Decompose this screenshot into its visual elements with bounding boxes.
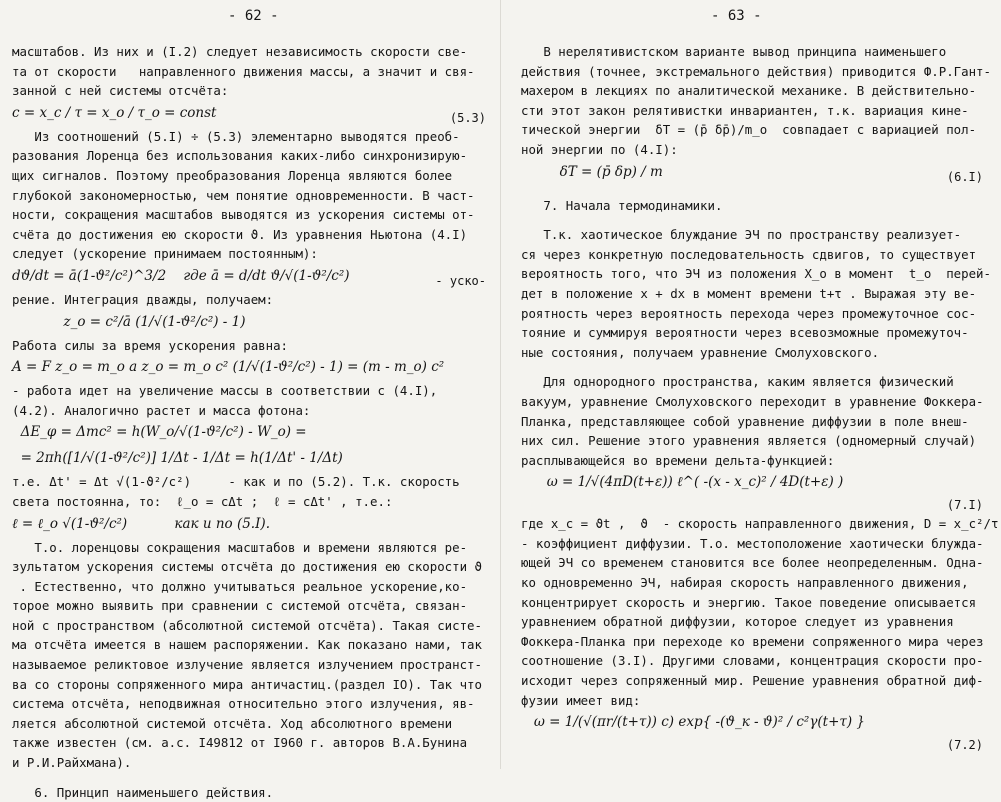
text-line: Работа силы за время ускорения равна: — [12, 337, 289, 353]
text-line: называемое реликтовое излучение является излучением пространст- — [12, 657, 482, 673]
formula-expression: c = x_c / τ = x_o / τ_o = const — [12, 104, 217, 121]
text-line: рение. Интеграция дважды, получаем: — [12, 291, 274, 307]
text-line: ной энергии по (4.I): — [521, 141, 678, 157]
section-heading: 7. Начала термодинамики. — [521, 197, 723, 213]
right-page-body — [521, 42, 999, 754]
text-line: ся через конкретную последовательность сдвигов, то существует — [521, 246, 977, 262]
text-line: исходит через сопряженный мир. Решение уравнения обратной диф- — [521, 673, 984, 689]
section-heading: 6. Принцип наименьшего действия. — [12, 784, 274, 800]
text-line: (4.2). Аналогично растет и масса фотона: — [12, 402, 311, 418]
text-line: Т.о. лоренцовы сокращения масштабов и времени являются ре- — [12, 539, 468, 555]
text-line: В нерелятивистском варианте вывод принципа наименьшего — [521, 44, 947, 59]
paragraph-gap — [521, 186, 987, 196]
text-line: глубокой закономерностью, чем понятие одновременности. В част- — [12, 187, 475, 203]
text-line: действия (точнее, экстремального действия) приводится Ф.Р.Гант- — [521, 63, 991, 79]
text-line: ляется абсолютной системой отсчёта. Ход абсолютного времени — [12, 715, 453, 731]
formula-line — [12, 420, 490, 446]
text-line: света постоянна, то: ℓ_o = cΔt ; ℓ = cΔt' , т.е.: — [12, 493, 393, 509]
text-line: ности, сокращения масштабов выводятся из ускорения системы от- — [12, 207, 475, 223]
formula-expression: ω = 1/(√(πr/(t+τ)) c) exp{ -(ϑ_к - ϑ)² / c²γ(t+τ) } — [521, 714, 866, 731]
formula-expression: δT = (p̄ δp) / m — [521, 163, 663, 180]
formula-line — [12, 355, 490, 381]
text-line: т.е. Δt' = Δt √(1-ϑ²/c²) - как и по (5.2). Т.к. скорость — [12, 474, 460, 490]
text-line: где x_c = ϑt , ϑ - скорость направленного движения, D = x_c²/τ — [521, 516, 999, 532]
text-line: махером в лекциях по аналитической механике. В действительно- — [521, 83, 977, 99]
text-line: тической энергии δT = (p̄ δp̄)/m_o совпадает с вариацией пол- — [521, 122, 977, 138]
formula-expression: dϑ/dt = ā(1-ϑ²/c²)^3/2 где ā = d/dt ϑ/√(1-ϑ²/c²) — [12, 267, 350, 284]
left-page-body — [12, 42, 490, 802]
text-line: тояние и суммируя вероятности через всевозможные промежуточ- — [521, 325, 969, 341]
formula-line — [521, 470, 987, 514]
text-line: ющей ЭЧ со временем становится все более неопределенным. Одна- — [521, 555, 984, 571]
formula-line — [12, 264, 490, 290]
text-line: роятность через вероятность перехода через промежуточное сос- — [521, 305, 977, 321]
text-line: Планка, представляющее собой уравнение диффузии в поле внеш- — [521, 413, 969, 429]
equation-number: (5.3) — [449, 110, 486, 125]
text-line: ва со стороны сопряженного мира античастиц.(раздел IO). Так что — [12, 676, 482, 692]
page-number: - 63 - — [711, 8, 762, 24]
text-line: Из соотношений (5.I) ÷ (5.3) элементарно выводятся преоб- — [12, 128, 460, 144]
text-line: разования Лоренца без использования каких-либо синхронизирую- — [12, 148, 468, 164]
formula-line — [12, 310, 490, 336]
paragraph-gap — [521, 215, 987, 225]
formula-line — [12, 446, 490, 472]
equation-number: (7.2) — [946, 738, 983, 753]
text-line: сти этот закон релятивистки инвариантен, т.к. вариация кине- — [521, 102, 969, 118]
text-line: масштабов. Из них и (I.2) следует независимость скорости све- — [12, 44, 468, 59]
formula-line — [12, 512, 490, 538]
equation-number: (7.I) — [946, 498, 983, 513]
equation-number: (6.I) — [946, 169, 983, 184]
text-line: счёта до достижения ею скорости ϑ. Из уравнения Ньютона (4.I) — [12, 226, 468, 242]
text-line: расплывающейся во времени дельта-функцией: — [521, 452, 835, 468]
text-line: . Естественно, что должно учитываться реальное ускорение,ко- — [12, 578, 468, 594]
text-line: зультатом ускорения системы отсчёта до достижения ею скорости ϑ — [12, 559, 482, 575]
text-line: уравнением обратной диффузии, которое следует из уравнения — [521, 614, 954, 630]
formula-expression: ω = 1/√(4πD(t+ε)) ℓ^( -(x - x_c)² / 4D(t+ε) ) — [521, 474, 844, 491]
formula-line — [12, 101, 490, 127]
text-line: торое можно выявить при сравнении с системой отсчёта, связан- — [12, 598, 468, 614]
text-line: Фоккера-Планка при переходе ко времени сопряженного мира через — [521, 633, 984, 649]
formula-expression: A = F z_o = m_o a z_o = m_o c² (1/√(1-ϑ²/c²) - 1) = (m - m_o) c² — [12, 359, 445, 376]
right-page — [500, 0, 1001, 769]
text-line: система отсчёта, неподвижная относительно этого излучения, яв- — [12, 696, 475, 712]
formula-expression: = 2πh([1/√(1-ϑ²/c²)] 1/Δt - 1/Δt = h(1/Δt' - 1/Δt) — [12, 450, 343, 467]
text-line: и Р.И.Райхмана). — [12, 755, 132, 771]
left-page — [0, 0, 500, 800]
text-line: ко одновременно ЭЧ, набирая скорость направленного движения, — [521, 575, 969, 591]
text-line: фузии имеет вид: — [521, 692, 641, 708]
text-line: них сил. Решение этого уравнения является (одномерный случай) — [521, 433, 977, 449]
formula-line — [521, 710, 987, 754]
formula-line — [521, 160, 987, 186]
text-line: вакуум, уравнение Смолуховского переходит в уравнение Фоккера- — [521, 393, 984, 409]
text-line: ма отсчёта имеется в нашем распоряжении. Как показано нами, так — [12, 637, 482, 653]
text-line: дет в положение x + dx в момент времени t+τ . Выражая эту ве- — [521, 285, 977, 301]
text-line: вероятность того, что ЭЧ из положения X_o в момент t_o перей- — [521, 266, 991, 282]
text-line: - работа идет на увеличение массы в соответствии с (4.I), — [12, 383, 438, 399]
text-line: следует (ускорение принимаем постоянным): — [12, 246, 318, 262]
equation-number: - уско- — [435, 273, 486, 288]
page-number: - 62 - — [228, 8, 279, 24]
formula-expression: ℓ = ℓ_o √(1-ϑ²/c²) как и по (5.I). — [12, 515, 270, 532]
text-line: занной с ней системы отсчёта: — [12, 83, 229, 99]
text-line: соотношение (3.I). Другими словами, концентрация скорости про- — [521, 653, 984, 669]
paragraph-gap — [12, 773, 490, 783]
text-line: Для однородного пространства, каким является физический — [521, 374, 954, 390]
text-line: концентрирует скорость и энергию. Такое поведение описывается — [521, 594, 977, 610]
text-line: - коэффициент диффузии. Т.о. местоположение хаотически блужда- — [521, 535, 984, 551]
formula-expression: z_o = c²/ā (1/√(1-ϑ²/c²) - 1) — [12, 313, 246, 330]
text-line: щих сигналов. Поэтому преобразования Лоренца являются более — [12, 167, 453, 183]
text-line: та от скорости направленного движения массы, а значит и свя- — [12, 63, 475, 79]
text-line: также известен (см. а.с. I49812 от I960 г. авторов В.А.Бунина — [12, 735, 468, 751]
paragraph-gap — [521, 362, 987, 372]
text-line: ные состояния, получаем уравнение Смолуховского. — [521, 344, 880, 360]
text-line: Т.к. хаотическое блуждание ЭЧ по пространству реализует- — [521, 227, 962, 243]
text-line: ной с пространством (абсолютной системой отсчёта). Такая систе- — [12, 617, 482, 633]
formula-expression: ΔE_φ = Δmc² = h(W_o/√(1-ϑ²/c²) - W_o) = — [12, 424, 307, 441]
